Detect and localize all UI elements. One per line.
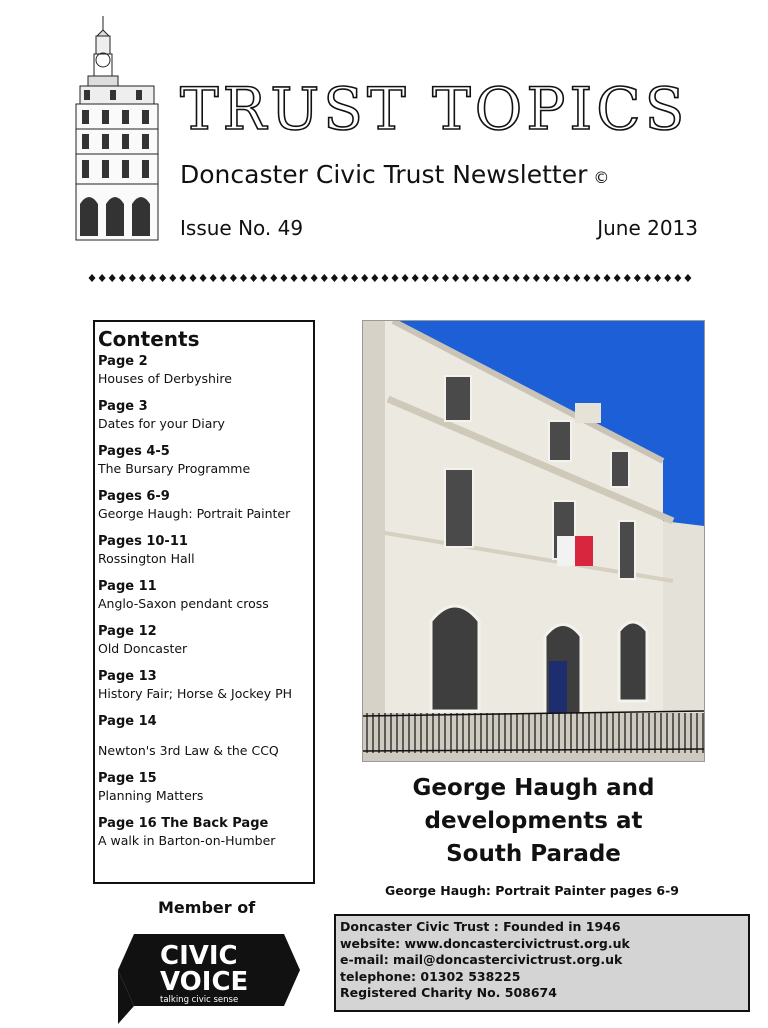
- divider-diamond: [190, 274, 197, 282]
- subtitle-text: Doncaster Civic Trust Newsletter: [180, 160, 588, 189]
- divider-diamond: [452, 274, 459, 282]
- divider-diamond: [361, 274, 368, 282]
- contents-desc: Old Doncaster: [98, 641, 188, 656]
- south-parade-photo: [362, 320, 705, 762]
- info-charity-number: Registered Charity No. 508674: [340, 985, 557, 1000]
- divider-diamond: [493, 274, 500, 282]
- feature-caption: George Haugh: Portrait Painter pages 6-9: [385, 883, 679, 898]
- divider-diamond: [543, 274, 550, 282]
- contents-item: [98, 815, 310, 849]
- copyright-mark: ©: [593, 168, 610, 187]
- divider-diamond: [351, 274, 358, 282]
- contents-desc: History Fair; Horse & Jockey PH: [98, 686, 293, 701]
- divider-diamond: [210, 274, 217, 282]
- divider-diamond: [129, 274, 136, 282]
- newsletter-subtitle: [180, 160, 609, 189]
- divider-diamond: [472, 274, 479, 282]
- contents-desc: Houses of Derbyshire: [98, 371, 232, 386]
- feature-headline: [362, 772, 705, 871]
- divider-diamond: [583, 274, 590, 282]
- divider-diamond: [240, 274, 247, 282]
- divider-diamond: [462, 274, 469, 282]
- contents-item: [98, 443, 310, 477]
- divider-diamond: [280, 274, 287, 282]
- issue-number: Issue No. 49: [180, 216, 304, 240]
- contents-desc: Dates for your Diary: [98, 416, 225, 431]
- divider-diamond: [149, 274, 156, 282]
- contents-page: Page 14: [98, 714, 157, 729]
- divider-diamond: [321, 274, 328, 282]
- contents-item: [98, 713, 310, 759]
- divider-diamond: [139, 274, 146, 282]
- divider-diamond: [270, 274, 277, 282]
- divider-diamond: [159, 274, 166, 282]
- contents-desc: Newton's 3rd Law & the CCQ: [98, 743, 279, 758]
- info-founded: Doncaster Civic Trust : Founded in 1946: [340, 919, 621, 934]
- divider-diamond: [412, 274, 419, 282]
- divider-diamond: [614, 274, 621, 282]
- contents-item: [98, 623, 310, 657]
- divider-diamond: [644, 274, 651, 282]
- contents-desc: Anglo-Saxon pendant cross: [98, 596, 269, 611]
- divider-diamond: [604, 274, 611, 282]
- info-email[interactable]: e-mail: mail@doncastercivictrust.org.uk: [340, 952, 623, 967]
- divider-diamond: [553, 274, 560, 282]
- divider-diamond: [503, 274, 510, 282]
- info-telephone: telephone: 01302 538225: [340, 968, 521, 984]
- divider-diamond: [311, 274, 318, 282]
- divider-diamond: [392, 274, 399, 282]
- newsletter-title: TRUST TOPICS: [180, 75, 689, 143]
- trust-info-box: [334, 914, 750, 1012]
- divider-diamond: [523, 274, 530, 282]
- divider-diamond: [119, 274, 126, 282]
- divider-diamond: [89, 274, 96, 282]
- headline-line: South Parade: [446, 841, 621, 867]
- divider-diamond: [260, 274, 267, 282]
- logo-line-voice: VOICE: [160, 967, 249, 997]
- contents-page: Page 3: [98, 399, 148, 414]
- contents-page: Page 12: [98, 624, 157, 639]
- divider-diamond: [331, 274, 338, 282]
- divider-diamond: [664, 274, 671, 282]
- divider-diamond: [109, 274, 116, 282]
- headline-line: developments at: [424, 808, 643, 834]
- divider-diamond: [563, 274, 570, 282]
- contents-page: Pages 6-9: [98, 489, 170, 504]
- divider-diamond: [674, 274, 681, 282]
- divider-diamond: [634, 274, 641, 282]
- info-website[interactable]: website: www.doncastercivictrust.org.uk: [340, 935, 630, 951]
- divider-diamond: [533, 274, 540, 282]
- contents-page: Page 13: [98, 669, 157, 684]
- divider-diamond: [341, 274, 348, 282]
- headline-line: George Haugh and: [412, 775, 655, 801]
- divider-diamond: [230, 274, 237, 282]
- contents-page: Pages 4-5: [98, 444, 170, 459]
- member-of-label: Member of: [158, 898, 256, 917]
- divider-diamond: [250, 274, 257, 282]
- contents-desc: A walk in Barton-on-Humber: [98, 833, 276, 848]
- clock-tower-logo: [70, 14, 162, 242]
- contents-item: [98, 770, 310, 804]
- diamond-divider: [88, 268, 694, 288]
- divider-diamond: [169, 274, 176, 282]
- divider-diamond: [179, 274, 186, 282]
- divider-diamond: [573, 274, 580, 282]
- divider-diamond: [513, 274, 520, 282]
- divider-diamond: [432, 274, 439, 282]
- divider-diamond: [442, 274, 449, 282]
- divider-diamond: [684, 274, 691, 282]
- contents-desc: George Haugh: Portrait Painter: [98, 506, 291, 521]
- contents-desc: Rossington Hall: [98, 551, 195, 566]
- contents-box: [93, 320, 315, 884]
- contents-page: Page 16 The Back Page: [98, 816, 269, 831]
- contents-page: Page 2: [98, 354, 148, 369]
- contents-item: [98, 668, 310, 702]
- divider-diamond: [200, 274, 207, 282]
- civic-voice-logo: [112, 918, 302, 1024]
- contents-desc: The Bursary Programme: [98, 461, 251, 476]
- contents-item: [98, 353, 310, 387]
- contents-desc: Planning Matters: [98, 788, 204, 803]
- divider-diamond: [654, 274, 661, 282]
- contents-page: Page 15: [98, 771, 157, 786]
- divider-diamond: [402, 274, 409, 282]
- contents-page: Page 11: [98, 579, 157, 594]
- contents-heading: Contents: [98, 327, 200, 351]
- divider-diamond: [482, 274, 489, 282]
- contents-page: Pages 10-11: [98, 534, 188, 549]
- logo-tagline: talking civic sense: [160, 995, 239, 1005]
- divider-diamond: [371, 274, 378, 282]
- contents-item: [98, 533, 310, 567]
- divider-diamond: [301, 274, 308, 282]
- divider-diamond: [422, 274, 429, 282]
- divider-diamond: [291, 274, 298, 282]
- contents-item: [98, 578, 310, 612]
- divider-diamond: [220, 274, 227, 282]
- issue-date: June 2013: [597, 216, 698, 240]
- divider-diamond: [99, 274, 106, 282]
- divider-diamond: [624, 274, 631, 282]
- divider-diamond: [381, 274, 388, 282]
- contents-item: [98, 488, 310, 522]
- logo-line-civic: CIVIC: [160, 941, 238, 971]
- divider-diamond: [594, 274, 601, 282]
- contents-item: [98, 398, 310, 432]
